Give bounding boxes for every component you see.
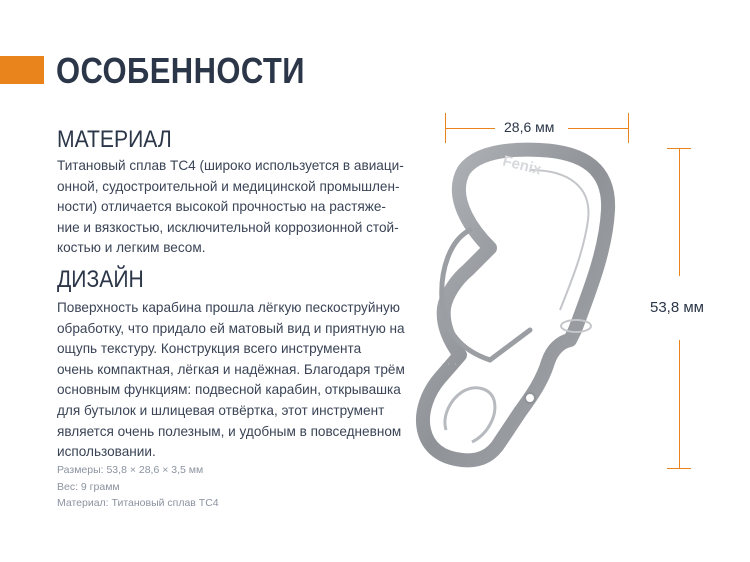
design-line: использовании. xyxy=(57,444,156,460)
design-line: обработку, что придало ей матовый вид и приятную на xyxy=(57,320,405,336)
height-line-bottom xyxy=(679,340,680,468)
material-line: онной, судостроительной и медицинской промышлен- xyxy=(57,178,400,194)
watermark: · · · xyxy=(440,358,458,370)
design-line: ощупь текстуру. Конструкция всего инструмента xyxy=(57,341,362,357)
design-text xyxy=(57,298,407,463)
width-tick-right xyxy=(628,113,629,143)
spec-weight: Вес: 9 грамм xyxy=(57,480,120,493)
design-line: для бутылок и шлицевая отвёртка, этот инструмент xyxy=(57,402,385,418)
specs-block xyxy=(57,462,219,512)
material-line: ности) отличается высокой прочностью на растяже- xyxy=(57,199,386,215)
height-label: 53,8 мм xyxy=(650,299,704,316)
design-heading: ДИЗАЙН xyxy=(57,266,144,293)
width-line-left xyxy=(445,128,495,129)
carabiner-lower-loop xyxy=(445,388,495,442)
width-label: 28,6 мм xyxy=(504,119,555,135)
spec-size: Размеры: 53,8 × 28,6 × 3,5 мм xyxy=(57,464,204,476)
material-line: Титановый сплав ТС4 (широко используется в авиаци- xyxy=(57,158,404,173)
carabiner-inner-edge xyxy=(530,170,588,310)
brand-logo: Fenix xyxy=(500,152,544,179)
width-line-right xyxy=(568,128,628,129)
carabiner-illustration xyxy=(380,130,620,470)
material-heading: МАТЕРИАЛ xyxy=(57,126,172,153)
accent-bar xyxy=(0,56,44,84)
design-line: очень компактная, лёгкая и надёжная. Благодаря трём xyxy=(57,361,405,377)
material-line: ние и вязкостью, исключительной коррозионной стой- xyxy=(57,219,399,235)
carabiner-body xyxy=(423,150,608,461)
height-tick-bottom xyxy=(667,468,691,469)
screwdriver-hole xyxy=(525,393,535,403)
design-line: основным функциям: подвесной карабин, открывашка xyxy=(57,382,401,398)
design-line: является очень полезным, и удобным в повседневном xyxy=(57,423,402,439)
design-line: Поверхность карабина прошла лёгкую пескоструйную xyxy=(57,300,400,315)
spec-material: Материал: Титановый сплав ТС4 xyxy=(57,497,219,509)
height-line-top xyxy=(679,148,680,276)
page-title: ОСОБЕННОСТИ xyxy=(56,50,305,91)
material-text xyxy=(57,156,407,259)
material-line: костью и легким весом. xyxy=(57,240,206,256)
